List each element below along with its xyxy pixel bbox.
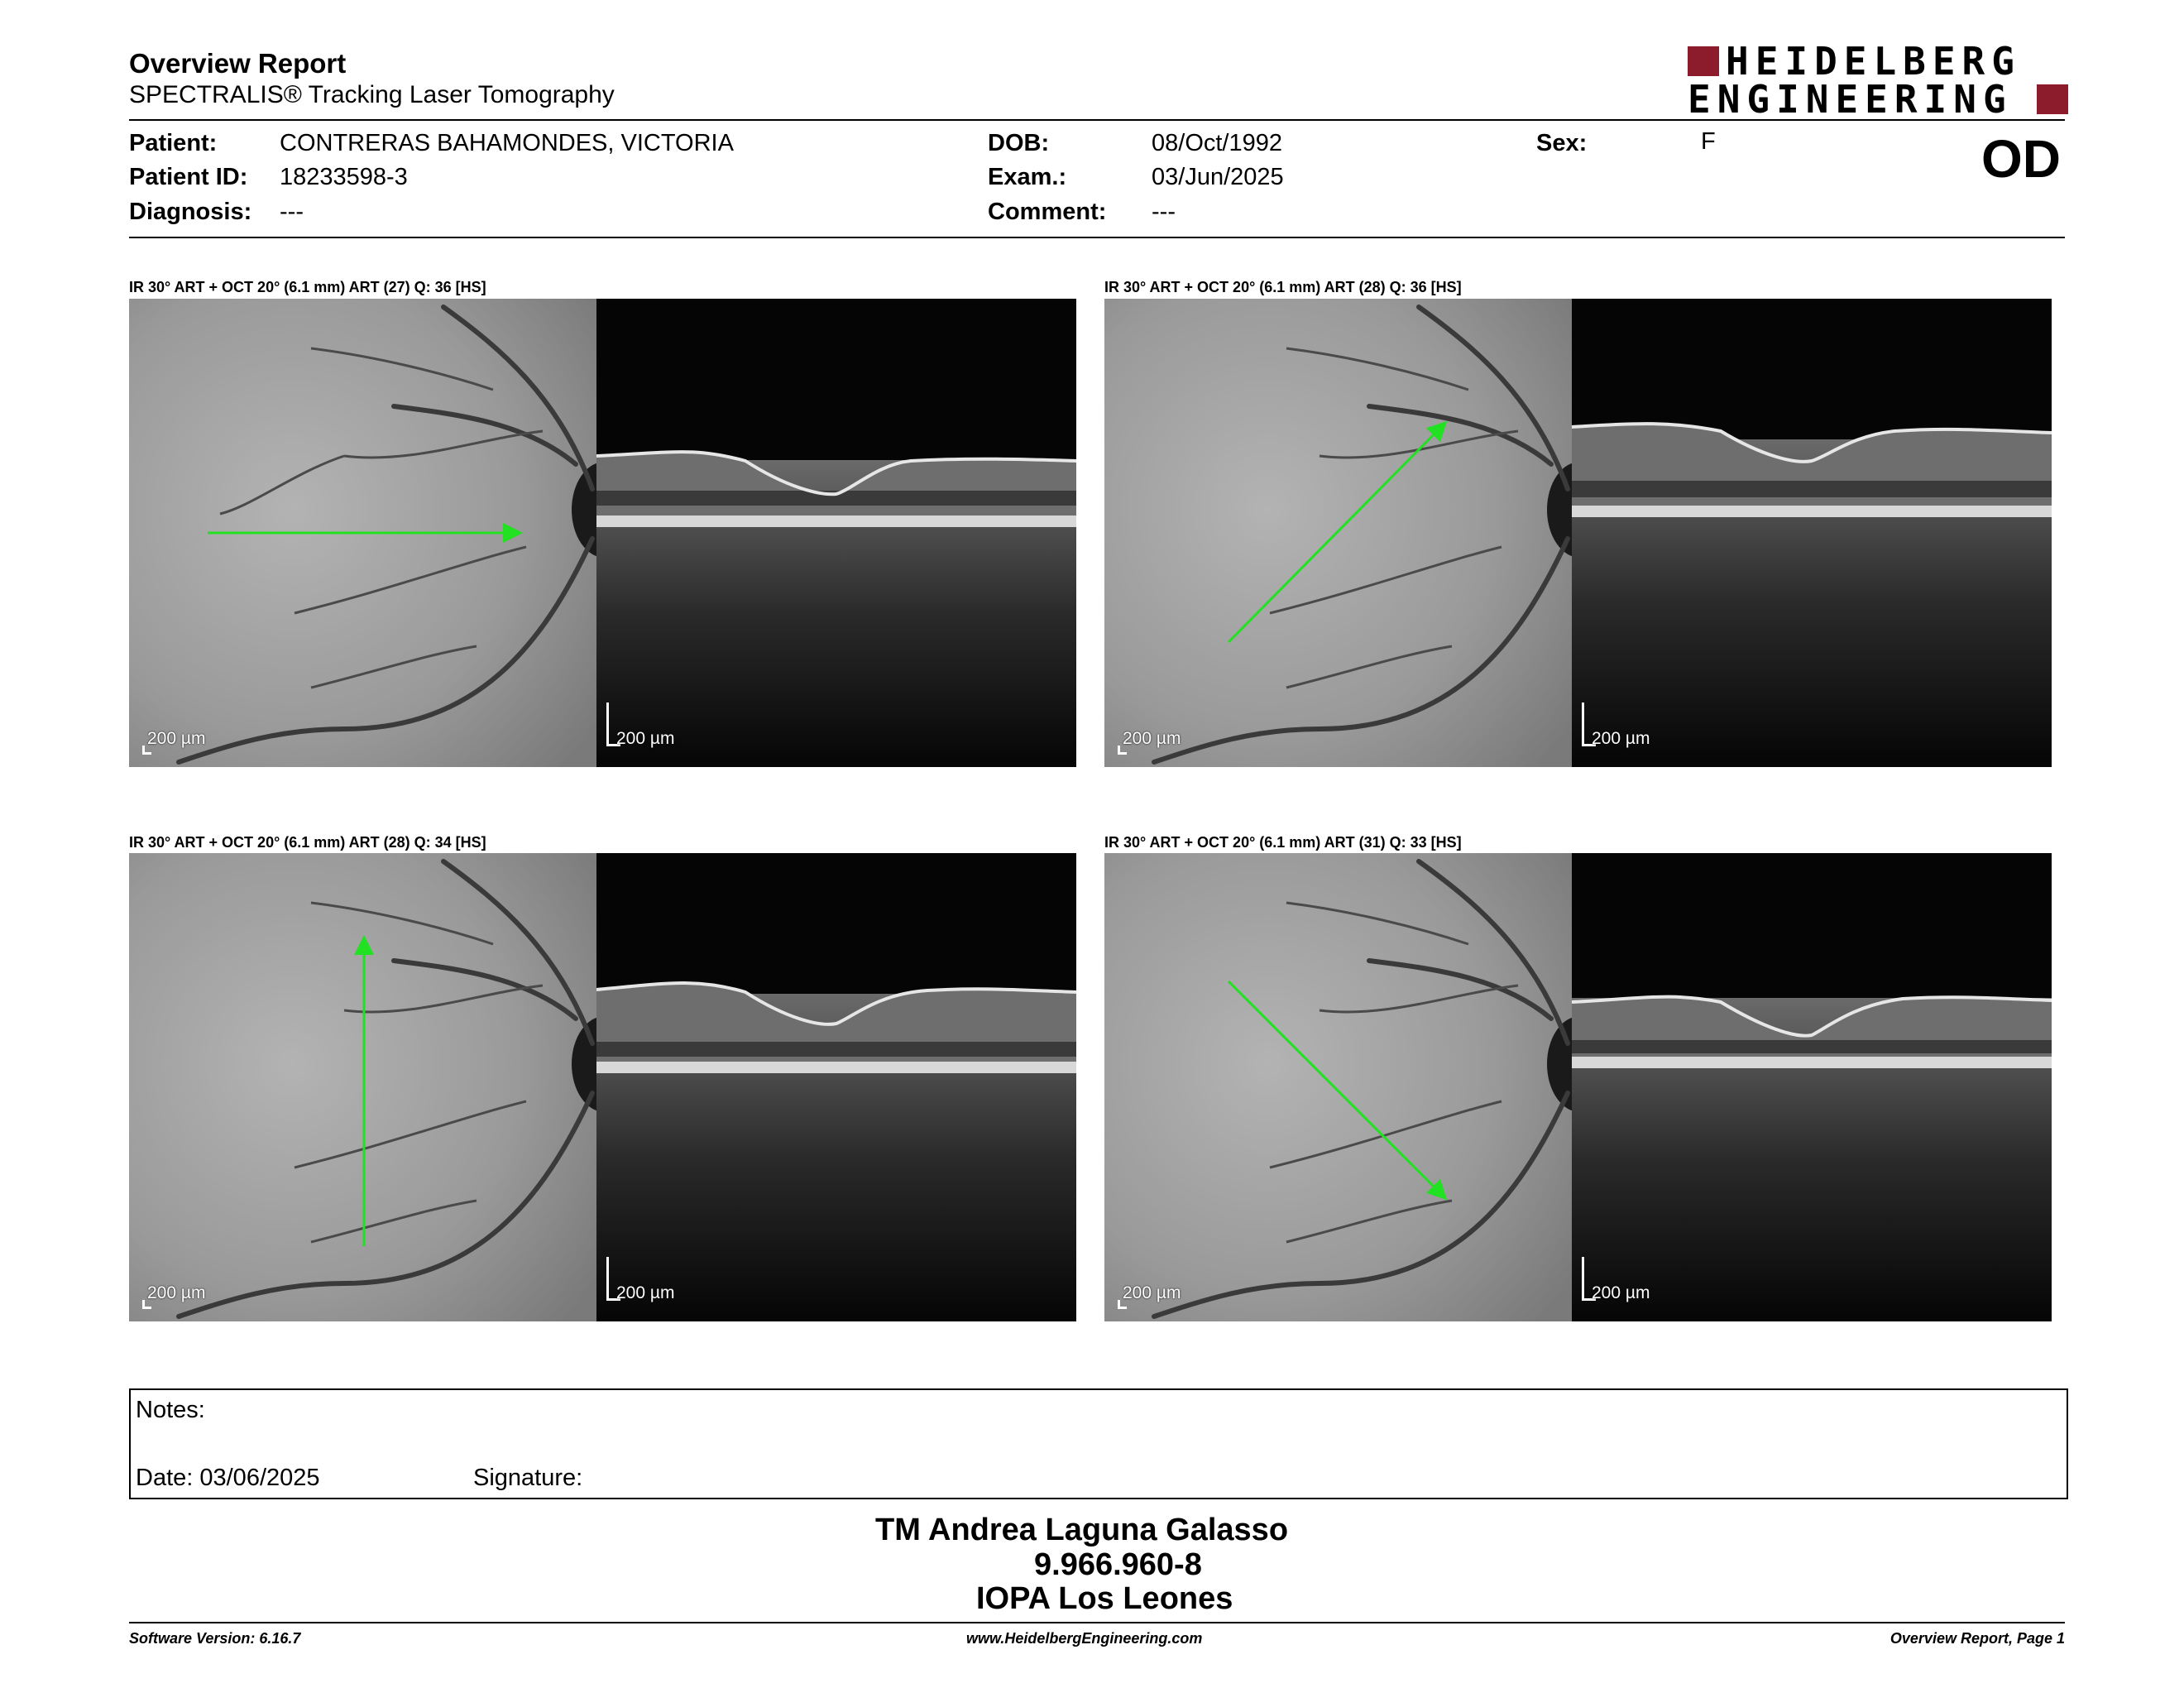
diagnosis-value: --- xyxy=(280,199,304,225)
footer-divider xyxy=(129,1622,2065,1623)
signatory-name: TM Andrea Laguna Galasso xyxy=(875,1513,1289,1547)
ir-fundus-image[interactable] xyxy=(129,299,596,767)
software-version: Software Version: 6.16.7 xyxy=(129,1630,301,1647)
scan-panel-4 xyxy=(1104,853,2052,1321)
report-subtitle: SPECTRALIS® Tracking Laser Tomography xyxy=(129,81,615,108)
patient-label: Patient: xyxy=(129,130,218,156)
logo-line2: ENGINEERING xyxy=(1688,77,2013,122)
logo-square-icon xyxy=(1688,46,1719,76)
patient-id: 18233598-3 xyxy=(280,164,408,190)
report-title: Overview Report xyxy=(129,48,347,79)
scan-panel-3 xyxy=(129,853,1076,1321)
patient-id-label: Patient ID: xyxy=(129,164,248,190)
scan-4-title: IR 30° ART + OCT 20° (6.1 mm) ART (31) Q: 33 [HS] xyxy=(1104,834,1462,851)
ir-scale-label: 200 µm xyxy=(147,1283,206,1302)
eye-indicator: OD xyxy=(1981,129,2061,189)
sex-label: Sex: xyxy=(1536,130,1588,156)
header-divider xyxy=(129,119,2065,121)
notes-box[interactable] xyxy=(129,1388,2068,1499)
scan-line-arrow xyxy=(1228,424,1444,642)
signature-label: Signature: xyxy=(473,1465,583,1491)
logo-square-icon xyxy=(2037,84,2068,114)
scan-panel-1 xyxy=(129,299,1076,767)
signatory-place: IOPA Los Leones xyxy=(976,1581,1233,1616)
patient-name: CONTRERAS BAHAMONDES, VICTORIA xyxy=(280,130,734,156)
logo-line1: HEIDELBERG xyxy=(1726,39,2021,84)
exam-label: Exam.: xyxy=(988,164,1067,190)
oct-bscan-image[interactable] xyxy=(596,853,1076,1321)
dob-value: 08/Oct/1992 xyxy=(1152,130,1282,156)
comment-label: Comment: xyxy=(988,199,1107,225)
dob-label: DOB: xyxy=(988,130,1050,156)
ir-scale-label: 200 µm xyxy=(147,729,206,748)
scan-3-title: IR 30° ART + OCT 20° (6.1 mm) ART (28) Q: 34 [HS] xyxy=(129,834,486,851)
ir-fundus-image[interactable] xyxy=(1104,299,1572,767)
ir-scale-label: 200 µm xyxy=(1123,1283,1181,1302)
oct-bscan-image[interactable] xyxy=(596,299,1076,767)
scan-line-arrow xyxy=(1228,981,1444,1196)
oct-scale-label: 200 µm xyxy=(1592,1283,1650,1302)
website-link[interactable]: www.HeidelbergEngineering.com xyxy=(966,1630,1203,1647)
ir-fundus-image[interactable] xyxy=(129,853,596,1321)
scan-2-title: IR 30° ART + OCT 20° (6.1 mm) ART (28) Q: 36 [HS] xyxy=(1104,279,1462,295)
patient-divider xyxy=(129,237,2065,238)
comment-value: --- xyxy=(1152,199,1176,225)
oct-bscan-image[interactable] xyxy=(1572,853,2052,1321)
oct-bscan-image[interactable] xyxy=(1572,299,2052,767)
scan-panel-2 xyxy=(1104,299,2052,767)
oct-scale-label: 200 µm xyxy=(616,729,675,748)
sex-value: F xyxy=(1701,128,1716,155)
ir-scale-label: 200 µm xyxy=(1123,729,1181,748)
signatory-id: 9.966.960-8 xyxy=(1034,1547,1202,1582)
notes-label: Notes: xyxy=(136,1397,205,1423)
heidelberg-logo xyxy=(1688,39,2068,122)
date-label: Date: 03/06/2025 xyxy=(136,1465,320,1491)
scan-1-title: IR 30° ART + OCT 20° (6.1 mm) ART (27) Q: 36 [HS] xyxy=(129,279,486,295)
page-number: Overview Report, Page 1 xyxy=(1889,1630,2065,1647)
exam-value: 03/Jun/2025 xyxy=(1152,164,1284,190)
diagnosis-label: Diagnosis: xyxy=(129,199,252,225)
oct-scale-label: 200 µm xyxy=(616,1283,675,1302)
ir-fundus-image[interactable] xyxy=(1104,853,1572,1321)
oct-scale-label: 200 µm xyxy=(1592,729,1650,748)
